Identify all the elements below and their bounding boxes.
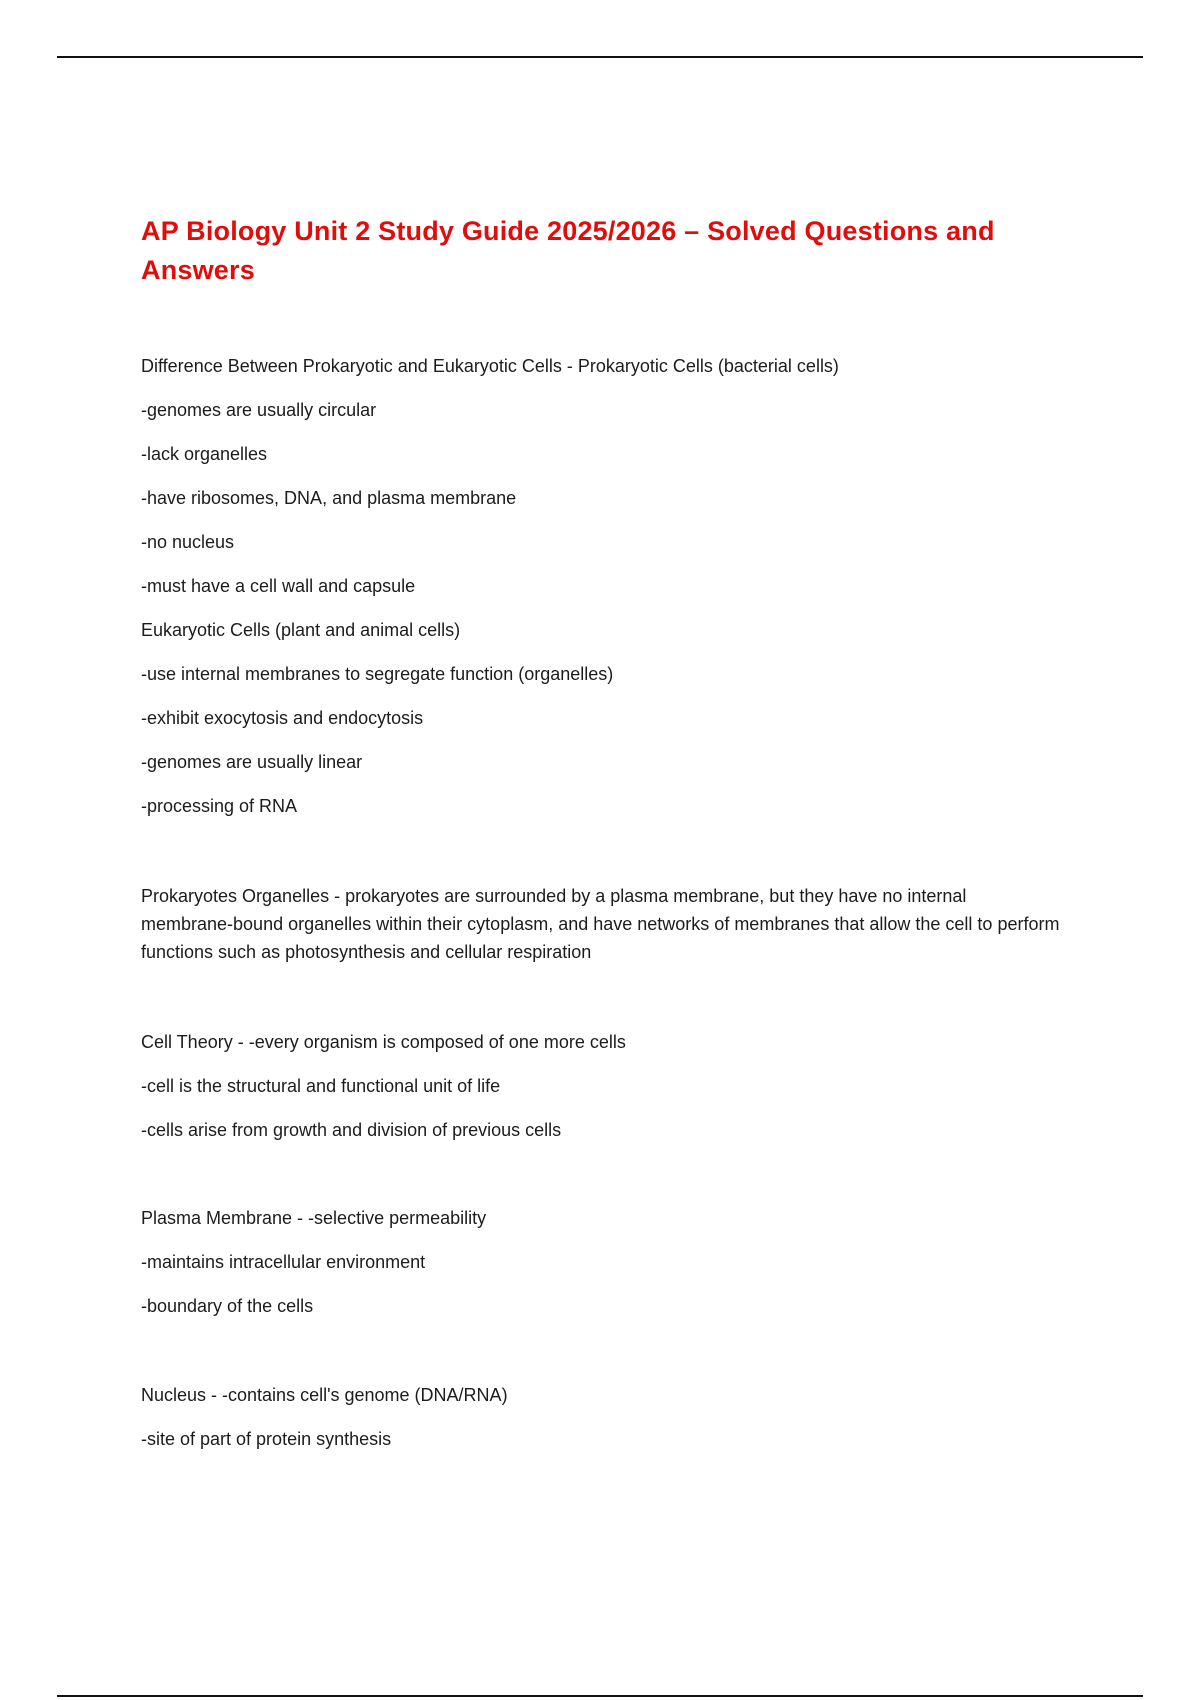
nucleus-line: -site of part of protein synthesis — [141, 1429, 392, 1449]
plasma-membrane-line: -maintains intracellular environment — [141, 1252, 426, 1272]
cells-line: -have ribosomes, DNA, and plasma membrane — [141, 488, 517, 508]
prokaryote-organelles-paragraph: Prokaryotes Organelles - prokaryotes are surrounded by a plasma membrane, but they have no internal membrane-bound organelles within their cytoplasm, and have networks of membranes that allow the cell to perform functions such as photosynthesis and cellular respiration — [141, 886, 1060, 962]
bottom-rule — [57, 1695, 1143, 1697]
cells-line: -processing of RNA — [141, 796, 298, 816]
top-rule — [57, 56, 1143, 58]
plasma-membrane-line: -boundary of the cells — [141, 1296, 314, 1316]
plasma-membrane-heading: Plasma Membrane - -selective permeability — [141, 1208, 487, 1228]
page-title: AP Biology Unit 2 Study Guide 2025/2026 – Solved Questions and Answers — [141, 216, 995, 285]
cells-line: -lack organelles — [141, 444, 268, 464]
cells-line: -genomes are usually circular — [141, 400, 377, 420]
cells-line: Eukaryotic Cells (plant and animal cells) — [141, 620, 461, 640]
cells-heading: Difference Between Prokaryotic and Eukaryotic Cells - Prokaryotic Cells (bacterial cells) — [141, 356, 839, 376]
cells-line: -no nucleus — [141, 532, 235, 552]
cells-line: -must have a cell wall and capsule — [141, 576, 416, 596]
cell-theory-line: -cell is the structural and functional unit of life — [141, 1076, 501, 1096]
cells-line: -use internal membranes to segregate function (organelles) — [141, 664, 614, 684]
cell-theory-heading: Cell Theory - -every organism is composed of one more cells — [141, 1032, 626, 1052]
cells-line: -genomes are usually linear — [141, 752, 363, 772]
nucleus-heading: Nucleus - -contains cell's genome (DNA/RNA) — [141, 1385, 508, 1405]
cells-line: -exhibit exocytosis and endocytosis — [141, 708, 424, 728]
cell-theory-line: -cells arise from growth and division of previous cells — [141, 1120, 562, 1140]
